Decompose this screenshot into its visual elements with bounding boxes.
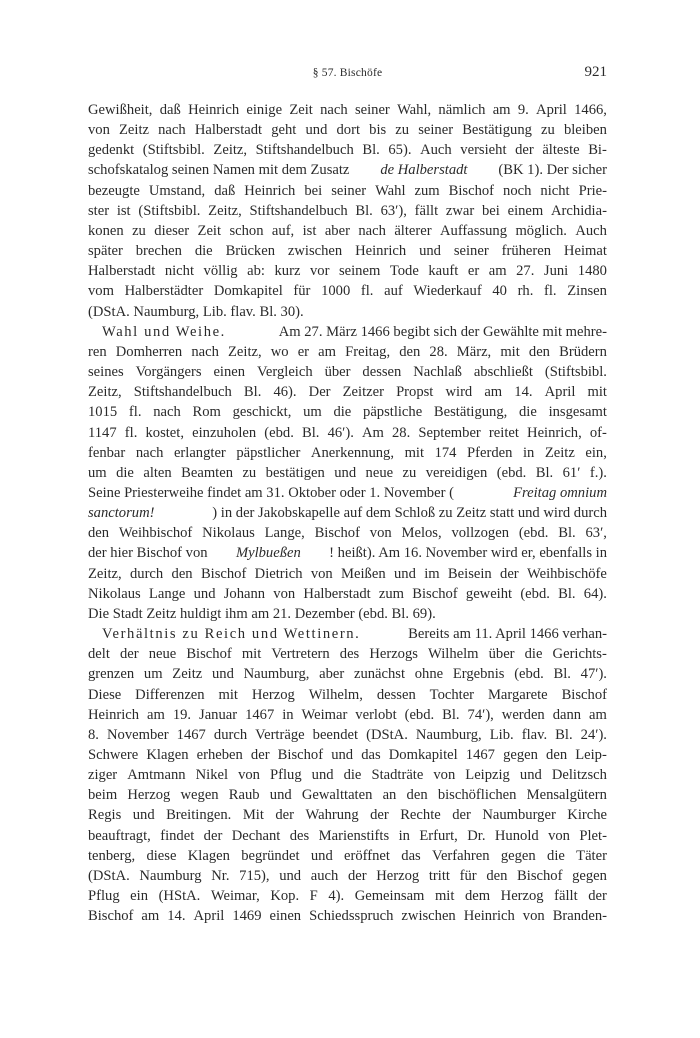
text-line: delt der neue Bischof mit Vertretern des Herzogs Wilhelm über die Gerichts- bbox=[88, 646, 607, 663]
text-line: 1015 fl. nach Rom geschickt, um die päpstliche Bestätigung, die insgesamt bbox=[88, 404, 607, 421]
text-line: seines Vorgängers einen Vergleich über dessen Nachlaß abschließt (Stiftsbibl. bbox=[88, 364, 607, 381]
text-line: 8. November 1467 durch Verträge beendet (DStA. Naumburg, Lib. flav. Bl. 24′). bbox=[88, 726, 607, 743]
text-line bbox=[88, 160, 607, 180]
text-line: tenberg, diese Klagen begründet und eröffnet das Verfahren gegen die Täter bbox=[88, 847, 607, 864]
text-line: Schwere Klagen erheben der Bischof und das Domkapitel 1467 gegen den Leip- bbox=[88, 747, 607, 763]
text-line: 1147 fl. kostet, einzuholen (ebd. Bl. 46′). Am 28. September reitet Heinrich, of- bbox=[88, 424, 607, 441]
text-line: Halberstadt nicht völlig ab: kurz vor seinem Tode kauft er am 27. Juni 1480 bbox=[88, 263, 607, 280]
text-line: (DStA. Naumburg Nr. 715), und auch der Herzog tritt für den Bischof gegen bbox=[88, 867, 607, 884]
italic-term: sanctorum! bbox=[88, 505, 155, 522]
text-run: ) in der Jakobskapelle auf dem Schloß zu Zeitz statt und wird durch bbox=[212, 505, 607, 522]
text-line: konen zu dieser Zeit schon auf, ist aber nach älterer Auffassung möglich. Auch bbox=[88, 222, 607, 239]
text-line bbox=[88, 503, 607, 523]
text-line: Gewißheit, daß Heinrich einige Zeit nach seiner Wahl, nämlich am 9. April 1466, bbox=[88, 102, 607, 118]
italic-term: Freitag omnium bbox=[513, 484, 607, 501]
text-line: bezeugte Umstand, daß Heinrich bei seiner Wahl zum Bischof noch nicht Prie- bbox=[88, 182, 607, 199]
body-text bbox=[88, 100, 607, 926]
text-line: Zeitz, durch den Bischof Dietrich von Meißen und im Beisein der Weihbischöfe bbox=[88, 565, 607, 582]
text-line bbox=[88, 624, 607, 644]
text-line: Bischof am 14. April 1469 einen Schiedsspruch zwischen Heinrich von Branden- bbox=[88, 908, 607, 925]
section-heading-reich-und-wettiner: Verhältnis zu Reich und Wettinern. bbox=[102, 626, 361, 643]
section-heading-wahl-und-weihe: Wahl und Weihe. bbox=[102, 323, 226, 340]
text-line: Pflug ein (HStA. Weimar, Kop. F 4). Gemeinsam mit dem Herzog fällt der bbox=[88, 888, 607, 905]
text-line bbox=[88, 543, 607, 563]
running-head: § 57. Bischöfe bbox=[312, 67, 383, 79]
text-line: (DStA. Naumburg, Lib. flav. Bl. 30). bbox=[88, 303, 304, 320]
italic-term: Mylbueßen bbox=[235, 545, 301, 562]
text-run: Bereits am 11. April 1466 verhan- bbox=[408, 626, 607, 643]
text-line: ziger Amtmann Nikel von Pflug und die Stadträte von Leipzig und Delitzsch bbox=[88, 767, 607, 784]
text-line: später brechen die Brücken zwischen Heinrich und seiner früheren Heimat bbox=[88, 243, 607, 260]
text-run: Seine Priesterweihe findet am 31. Oktober oder 1. November ( bbox=[88, 484, 454, 501]
text-line: ster ist (Stiftsbibl. Zeitz, Stiftshandelbuch Bl. 63′), fällt zwar bei einem Archidia- bbox=[88, 202, 607, 219]
text-line: vom Halberstädter Domkapitel für 1000 fl. auf Wiederkauf 40 rh. fl. Zinsen bbox=[88, 283, 607, 300]
text-line: gedenkt (Stiftsbibl. Zeitz, Stiftshandelbuch Bl. 65). Auch versieht der älteste Bi- bbox=[88, 142, 607, 159]
text-line: Diese Differenzen mit Herzog Wilhelm, dessen Tochter Margarete Bischof bbox=[88, 686, 607, 703]
text-run: ! heißt). Am 16. November wird er, ebenfalls in bbox=[329, 545, 607, 562]
text-line bbox=[88, 483, 607, 503]
text-line: Heinrich am 19. Januar 1467 in Weimar verlobt (ebd. Bl. 74′), werden dann am bbox=[88, 706, 607, 723]
text-line: grenzen um Zeitz und Naumburg, aber zunächst ohne Ergebnis (ebd. Bl. 47′). bbox=[88, 666, 607, 683]
text-line: fenbar nach erlangter päpstlicher Anerkennung, mit 174 Pferden in Zeitz ein, bbox=[88, 444, 607, 461]
text-line: beauftragt, findet der Dechant des Marienstifts in Erfurt, Dr. Hunold von Plet- bbox=[88, 827, 607, 844]
text-line: Regis und Breitingen. Mit der Wahrung der Rechte der Naumburger Kirche bbox=[88, 807, 607, 824]
text-run: der hier Bischof von bbox=[88, 545, 208, 562]
text-run: schofskatalog seinen Namen mit dem Zusatz bbox=[88, 162, 350, 179]
text-run: (BK 1). Der sicher bbox=[498, 162, 607, 179]
page-header bbox=[88, 64, 607, 84]
page-number: 921 bbox=[584, 64, 607, 80]
text-line: ren Domherren nach Zeitz, wo er am Freitag, den 28. März, mit den Brüdern bbox=[88, 343, 607, 360]
text-line: den Weihbischof Nikolaus Lange, Bischof von Melos, vollzogen (ebd. Bl. 63′, bbox=[88, 525, 607, 542]
text-line: um die alten Beamten zu bestätigen und neue zu vereidigen (ebd. Bl. 61′ f.). bbox=[88, 464, 607, 481]
text-line: von Zeitz nach Halberstadt geht und dort bis zu seiner Bestätigung zu bleiben bbox=[88, 122, 607, 139]
text-line: Zeitz, Stiftshandelbuch Bl. 46). Der Zeitzer Propst wird am 14. April mit bbox=[88, 384, 607, 401]
text-line: Nikolaus Lange und Johann von Halberstadt zum Bischof geweiht (ebd. Bl. 64). bbox=[88, 585, 607, 602]
text-line: Die Stadt Zeitz huldigt ihm am 21. Dezember (ebd. Bl. 69). bbox=[88, 605, 436, 622]
text-line bbox=[88, 322, 607, 342]
text-line: beim Herzog wegen Raub und Gewalttaten an den bischöflichen Mensalgütern bbox=[88, 787, 607, 804]
italic-term: de Halberstadt bbox=[380, 162, 468, 179]
text-run: Am 27. März 1466 begibt sich der Gewählte mit mehre- bbox=[278, 323, 607, 340]
